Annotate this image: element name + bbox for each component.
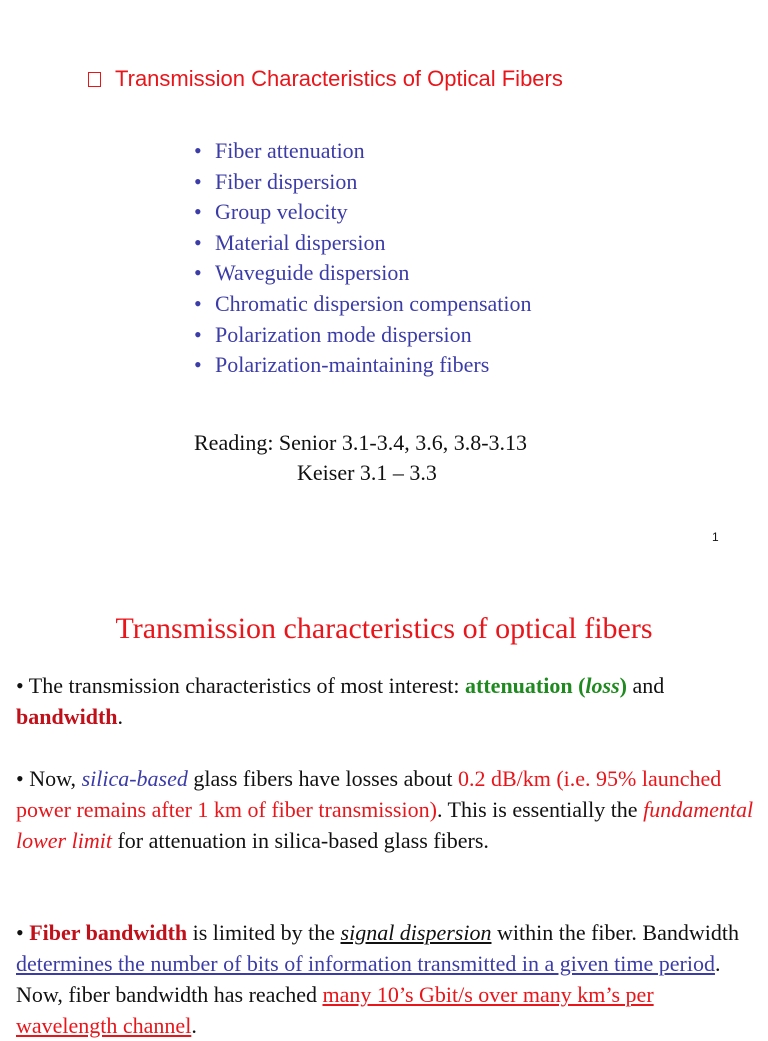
list-item-text: Fiber dispersion [215,168,358,194]
bandwidth-definition-text: determines the number of bits of information transmitted in a given time period [16,951,715,976]
text-run: and [627,673,665,698]
list-item-text: Fiber attenuation [215,138,365,163]
list-item [194,197,532,228]
text-run: . This is essentially the [436,797,644,822]
list-item [194,320,532,351]
paragraph-fiber-bandwidth [16,917,756,1041]
bullet-icon: • [194,352,202,378]
fiber-bandwidth-term: Fiber bandwidth [29,920,188,945]
list-item-text: Chromatic dispersion compensation [215,290,532,316]
list-item-text: Polarization mode dispersion [215,321,472,347]
loss-value-text: 0.2 dB/km (i.e. 95% launched power remains after 1 km of fiber transmission) [16,766,722,822]
bullet-icon: • [194,229,202,255]
list-item-text: Group velocity [215,199,348,225]
reading-line-2: Keiser 3.1 – 3.3 [297,460,437,485]
list-item [194,167,532,198]
text-run: glass fibers have losses about [187,766,458,791]
text-run: . Now, fiber bandwidth has reached [16,951,721,1007]
slide-2 [0,560,768,1038]
text-run: • Now, [16,766,82,791]
hollow-square-bullet-icon [88,72,101,87]
loss-term: loss [585,673,620,698]
silica-based-term: silica-based [81,766,188,791]
text-run: is limited by the [187,920,341,945]
bandwidth-value-text: many 10’s Gbit/s over many km’s per wavelength channel [16,982,654,1038]
text-run: ) [619,673,627,698]
text-run: within the fiber. Bandwidth [491,920,739,945]
list-item-text: Material dispersion [215,229,386,255]
slide-1-title [88,66,563,92]
list-item [194,350,532,381]
bandwidth-term: bandwidth [16,704,118,729]
paragraph-attenuation-bandwidth [16,670,756,732]
list-item-text: Waveguide dispersion [215,260,410,286]
bullet-icon: • [194,260,202,286]
bullet-icon: • [194,168,202,194]
list-item [194,289,532,320]
signal-dispersion-term: signal dispersion [340,920,492,945]
text-run: • The transmission characteristics of most interest: [16,673,466,698]
slide-2-title: Transmission characteristics of optical fibers [115,612,653,645]
slide-1-title-text: Transmission Characteristics of Optical Fibers [115,66,563,91]
bullet-icon: • [194,321,202,347]
text-run: for attenuation in silica-based glass fibers. [111,828,489,853]
bullet-icon: • [194,138,202,163]
bullet-icon: • [194,199,202,225]
reading-line-1: Reading: Senior 3.1-3.4, 3.6, 3.8-3.13 [194,430,528,455]
topic-list [194,136,532,381]
fundamental-lower-limit-term: fundamental lower limit [16,797,754,853]
attenuation-term: attenuation ( [465,673,586,698]
list-item [194,228,532,259]
page-number: 1 [712,530,719,544]
text-run: . [117,704,124,729]
list-item [194,258,532,289]
text-run: . [191,1013,197,1038]
list-item [194,136,532,167]
bullet-icon: • [194,290,202,316]
paragraph-silica-loss [16,763,756,856]
list-item-text: Polarization-maintaining fibers [215,352,490,378]
text-run: • [16,920,30,945]
